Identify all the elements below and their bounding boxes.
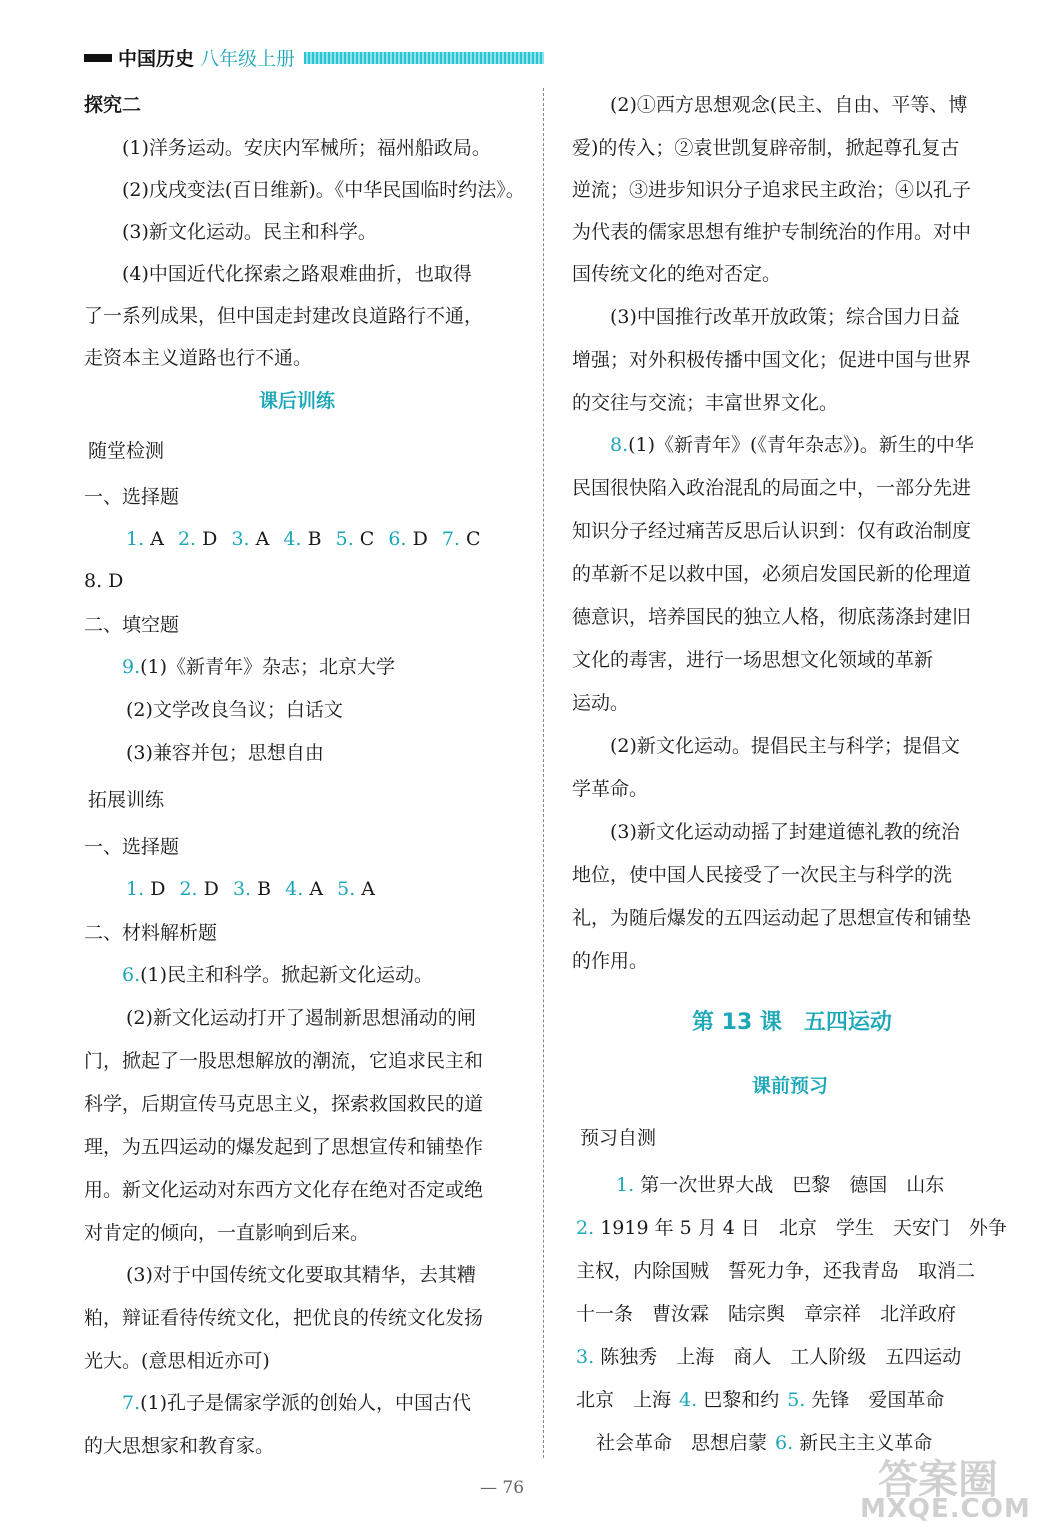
answer-number: 1.	[126, 528, 145, 550]
q7-answer-1-cont: 的大思想家和教育家。	[84, 1435, 275, 1457]
question-number: 7.	[122, 1392, 141, 1414]
answer-letter: B	[307, 528, 322, 550]
question-number: 2.	[576, 1217, 595, 1239]
answer-number: 4.	[285, 878, 304, 900]
q7-answer-3: (3)中国推行改革开放政策；综合国力日益	[610, 306, 960, 328]
answer-letter: A	[361, 878, 376, 900]
q8-answer-2-cont: 学革命。	[572, 778, 649, 800]
preview-text: 北京 上海	[576, 1389, 672, 1411]
header-bar-decoration	[84, 54, 112, 62]
watermark-url: MXQE.COM	[860, 1494, 1031, 1524]
q6-answer-2: (2)新文化运动打开了遏制新思想涌动的闸	[126, 1007, 476, 1029]
q8-answer-1-cont: 运动。	[572, 692, 630, 714]
q6-answer-2-cont: 门，掀起了一股思想解放的潮流，它追求民主和	[84, 1050, 484, 1072]
subsection-expand: 拓展训练	[88, 789, 165, 811]
explore-answer-4-cont: 走资本主义道路也行不通。	[84, 347, 313, 369]
lesson-title: 第 13 课 五四运动	[692, 1010, 892, 1035]
answer-letter: A	[255, 528, 270, 550]
q7-answer-1	[122, 1390, 471, 1416]
q8-answer-1-cont: 的革新不足以救中国，必须启发国民新的伦理道	[572, 563, 972, 585]
section-title-preview: 课前预习	[752, 1075, 829, 1097]
book-grade: 八年级上册	[200, 48, 296, 70]
q8-answer-3-cont: 的作用。	[572, 950, 649, 972]
preview-text: 先锋 爱国革命	[811, 1389, 945, 1411]
choice-answers-row-2	[126, 876, 375, 902]
q6-answer-2-cont: 科学，后期宣传马克思主义，探索救国救民的道	[84, 1093, 484, 1115]
choice-answers-row	[126, 526, 481, 552]
watermark-text: 答案圈	[878, 1457, 998, 1503]
preview-text: 第一次世界大战 巴黎 德国 山东	[640, 1174, 945, 1196]
q8-answer-3-cont: 地位，使中国人民接受了一次民主与科学的洗	[572, 864, 953, 886]
q6-answer-3-cont: 粕，辩证看待传统文化，把优良的传统文化发扬	[84, 1307, 484, 1329]
preview-answer-3-cont	[576, 1387, 944, 1413]
preview-text: 巴黎和约	[703, 1389, 780, 1411]
q7-answer-2-cont: 逆流；③进步知识分子追求民主政治；④以孔子	[572, 179, 972, 201]
q9-answer-2: (2)文学改良刍议；白话文	[126, 699, 343, 721]
column-divider	[543, 88, 544, 1458]
q6-answer-2-cont: 对肯定的倾向，一直影响到后来。	[84, 1222, 370, 1244]
book-title: 中国历史	[118, 48, 195, 70]
preview-text: 1919 年 5 月 4 日 北京 学生 天安门 外争	[600, 1217, 1007, 1239]
q6-answer-1	[122, 962, 433, 988]
q8-answer-1	[610, 432, 974, 458]
q6-answer-2-cont: 用。新文化运动对东西方文化存在绝对否定或绝	[84, 1179, 484, 1201]
question-number: 3.	[576, 1346, 595, 1368]
page-number: — 76	[480, 1478, 525, 1498]
preview-answer-2	[576, 1215, 1007, 1241]
explore-answer-4-cont: 了一系列成果，但中国走封建改良道路行不通，	[84, 305, 484, 327]
subsection-quiz: 随堂检测	[88, 440, 165, 462]
section-title-after-class: 课后训练	[259, 390, 336, 412]
answer-number: 3.	[231, 528, 250, 550]
choice-answer-8: 8. D	[84, 570, 124, 592]
header-stripe-decoration	[304, 52, 544, 64]
q8-answer-1-cont: 德意识，培养国民的独立人格，彻底荡涤封建旧	[572, 606, 972, 628]
q6-answer-2-cont: 理，为五四运动的爆发起到了思想宣传和铺垫作	[84, 1136, 484, 1158]
q8-text: (1)《新青年》(《青年杂志》)。新生的中华	[628, 434, 974, 456]
q8-answer-1-cont: 民国很快陷入政治混乱的局面之中，一部分先进	[572, 477, 972, 499]
q6-answer-3-cont: 光大。(意思相近亦可)	[84, 1350, 270, 1372]
preview-text: 社会革命 思想启蒙	[596, 1432, 768, 1454]
answer-number: 7.	[441, 528, 460, 550]
q7-answer-2-cont: 为代表的儒家思想有维护专制统治的作用。对中	[572, 221, 972, 243]
answer-letter: D	[412, 528, 428, 550]
answer-letter: D	[150, 878, 166, 900]
material-heading: 二、材料解析题	[84, 922, 218, 944]
explore-heading: 探究二	[84, 94, 142, 116]
question-number: 4.	[679, 1389, 698, 1411]
answer-number: 4.	[283, 528, 302, 550]
answer-number: 2.	[179, 878, 198, 900]
q8-answer-3: (3)新文化运动动摇了封建道德礼教的统治	[610, 821, 960, 843]
q8-answer-2: (2)新文化运动。提倡民主与科学；提倡文	[610, 735, 960, 757]
preview-answer-2-cont: 主权，内除国贼 誓死力争，还我青岛 取消二	[576, 1260, 976, 1282]
fill-heading: 二、填空题	[84, 614, 180, 636]
q6-answer-3: (3)对于中国传统文化要取其精华，去其糟	[126, 1264, 476, 1286]
explore-answer-3: (3)新文化运动。民主和科学。	[122, 221, 377, 243]
question-number: 1.	[616, 1174, 635, 1196]
q7-answer-3-cont: 的交往与交流；丰富世界文化。	[572, 392, 839, 414]
answer-number: 5.	[335, 528, 354, 550]
question-number: 9.	[122, 656, 141, 678]
explore-answer-1: (1)洋务运动。安庆内军械所；福州船政局。	[122, 137, 491, 159]
subsection-self-test: 预习自测	[580, 1127, 657, 1149]
explore-answer-4: (4)中国近代化探索之路艰难曲折，也取得	[122, 263, 472, 285]
q8-answer-1-cont: 知识分子经过痛苦反思后认识到：仅有政治制度	[572, 520, 972, 542]
question-number: 6.	[775, 1432, 794, 1454]
choice-heading-2: 一、选择题	[84, 836, 180, 858]
preview-text: 新民主主义革命	[799, 1432, 933, 1454]
answer-number: 6.	[388, 528, 407, 550]
q9-answer-3: (3)兼容并包；思想自由	[126, 742, 324, 764]
answer-letter: D	[202, 528, 218, 550]
q7-answer-2: (2)①西方思想观念(民主、自由、平等、博	[610, 94, 968, 116]
watermark-logo	[860, 1448, 1030, 1528]
explore-answer-2: (2)戊戌变法(百日维新)。《中华民国临时约法》。	[122, 179, 525, 201]
question-number: 5.	[787, 1389, 806, 1411]
q6-text: (1)民主和科学。掀起新文化运动。	[140, 964, 434, 986]
preview-answer-1	[616, 1172, 944, 1198]
choice-heading: 一、选择题	[84, 486, 180, 508]
question-number: 8.	[610, 434, 629, 456]
preview-answer-2-cont: 十一条 曹汝霖 陆宗舆 章宗祥 北洋政府	[576, 1303, 957, 1325]
answer-number: 2.	[177, 528, 197, 550]
page-header	[84, 44, 464, 72]
q8-answer-1-cont: 文化的毒害，进行一场思想文化领域的革新	[572, 649, 934, 671]
q7-answer-2-cont: 国传统文化的绝对否定。	[572, 263, 782, 285]
answer-number: 5.	[337, 878, 356, 900]
preview-text: 陈独秀 上海 商人 工人阶级 五四运动	[600, 1346, 962, 1368]
answer-number: 1.	[126, 878, 145, 900]
answer-letter: A	[309, 878, 324, 900]
answer-letter: B	[257, 878, 272, 900]
q7-text: (1)孔子是儒家学派的创始人，中国古代	[140, 1392, 472, 1414]
preview-answer-3	[576, 1344, 961, 1370]
answer-number: 3.	[232, 878, 252, 900]
q9-answer-1	[122, 654, 395, 680]
answer-letter: C	[359, 528, 375, 550]
answer-letter: A	[150, 528, 164, 550]
q8-answer-3-cont: 礼，为随后爆发的五四运动起了思想宣传和铺垫	[572, 907, 972, 929]
answer-letter: D	[203, 878, 219, 900]
q7-answer-2-cont: 爱)的传入；②袁世凯复辟帝制，掀起尊孔复古	[572, 137, 960, 159]
answer-letter: C	[466, 528, 481, 550]
q9-text: (1)《新青年》杂志；北京大学	[140, 656, 396, 678]
question-number: 6.	[122, 964, 141, 986]
q7-answer-3-cont: 增强；对外积极传播中国文化；促进中国与世界	[572, 349, 972, 371]
